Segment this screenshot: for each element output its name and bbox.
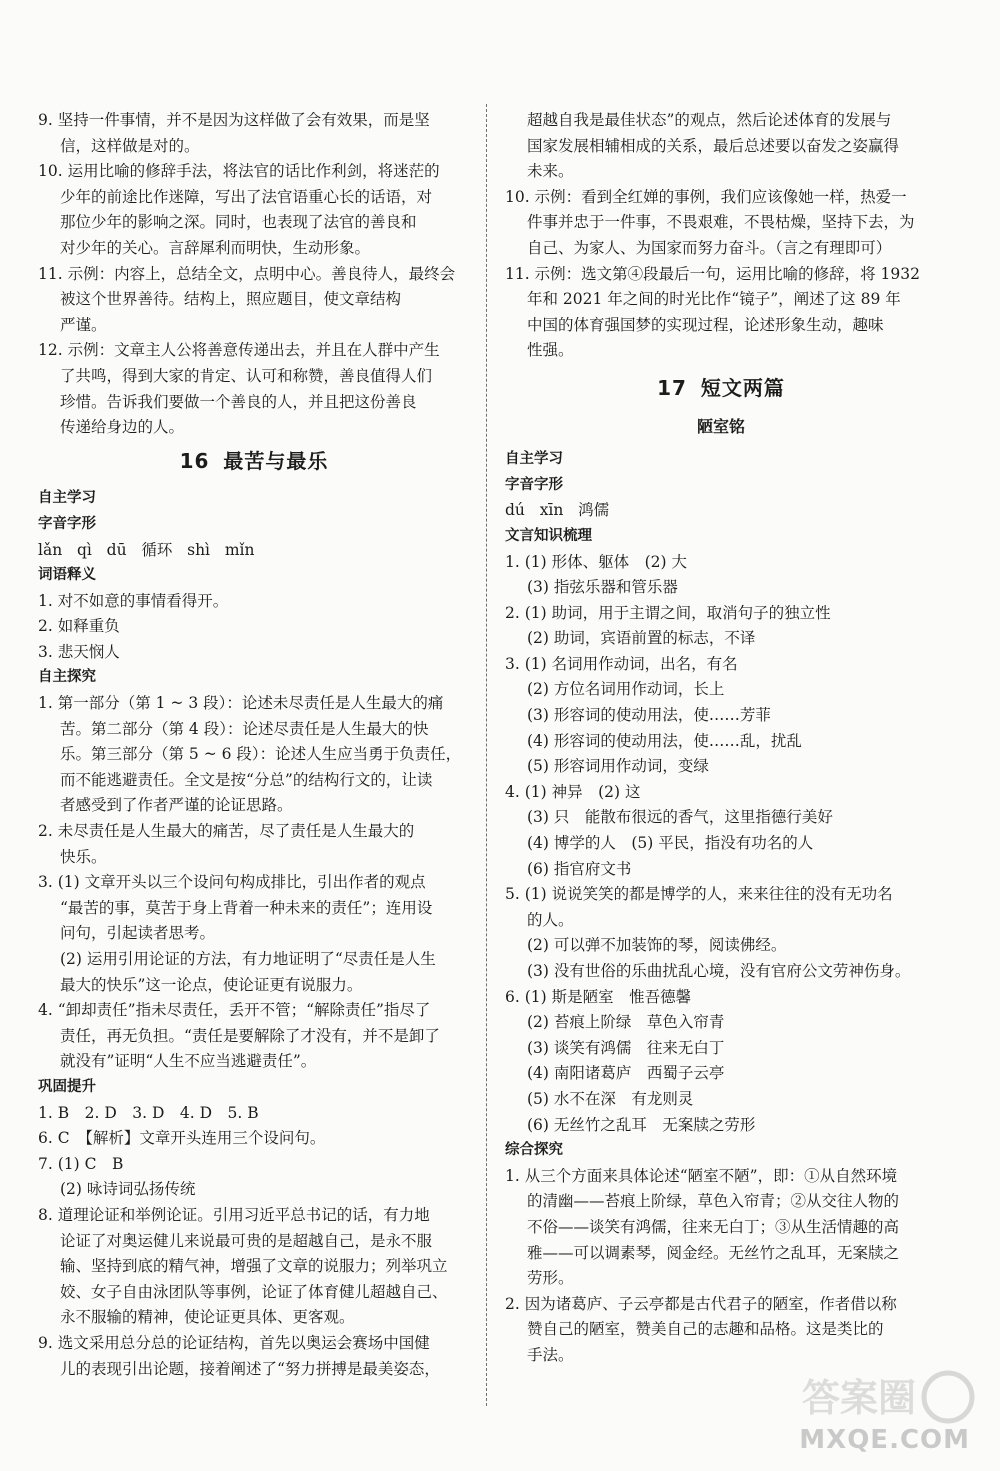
explore-item: (2) 运用引用论证的方法，有力地证明了“尽责任是人生 (60, 950, 436, 968)
word-meaning-item: 1. 对不如意的事情看得开。 (38, 591, 229, 610)
word-meaning-item: 2. 如释重负 (38, 617, 120, 636)
heading-classical-knowledge: 文言知识梳理 (505, 527, 592, 544)
word-meaning-list (38, 589, 470, 666)
comprehensive-1-line: 1. 从三个方面来具体论述“陋室不陋”，即：①从自然环境 (505, 1166, 898, 1185)
classical-6-item: (6) 无丝竹之乱耳 无案牍之劳形 (527, 1115, 756, 1134)
explore-item: 苦。第二部分（第 4 段）：论述尽责任是人生最大的快 (60, 719, 429, 738)
explore-item: 者感受到了作者严谨的论证思路。 (60, 796, 293, 815)
lesson-16-title (38, 449, 470, 475)
lesson-16-number: 16 (179, 448, 210, 473)
answer-11 (505, 262, 937, 364)
classical-5-line: 5. (1) 说说笑笑的都是博学的人，来来往往的没有无功名 (505, 885, 893, 904)
answer-11-line: 年和 2021 年之间的时光比作“镜子”，阐述了这 89 年 (527, 290, 901, 309)
answer-item: 12. 示例：文章主人公将善意传递出去，并且在人群中产生 (38, 341, 440, 360)
answer-11-line: 性强。 (527, 341, 574, 360)
classical-answer-5 (505, 882, 937, 933)
lesson-17-title (505, 376, 937, 402)
explore-item: 快乐。 (60, 847, 107, 866)
answer-item: 信，这样做是对的。 (60, 136, 200, 155)
classical-5-sub: (2) 可以弹不加装饰的琴，阅读佛经。 (527, 936, 787, 955)
answer-9-line: 9. 选文采用总分总的论证结构，首先以奥运会赛场中国健 (38, 1333, 430, 1352)
classical-item: (2) 方位名词用作动词，长上 (527, 680, 725, 699)
lesson-17-number: 17 (657, 375, 687, 400)
explore-item: “最苦的事，莫苦于身上背着一种未来的责任”；连用设 (60, 898, 433, 917)
classical-6-item: (2) 苔痕上阶绿 草色入帘青 (527, 1013, 725, 1032)
comprehensive-1-line: 劳形。 (527, 1269, 574, 1288)
answer-10 (505, 185, 937, 262)
lesson-16-name: 最苦与最乐 (223, 448, 329, 473)
answer-item: 10. 运用比喻的修辞手法，将法官的话比作利剑，将迷茫的 (38, 162, 440, 181)
heading-self-explore: 自主探究 (38, 669, 96, 686)
classical-6-item: (4) 南阳诸葛庐 西蜀子云亭 (527, 1064, 725, 1083)
heading-self-study: 自主学习 (505, 451, 563, 468)
comprehensive-1-line: 的清幽——苔痕上阶绿，草色入帘青；②从交往人物的 (527, 1192, 900, 1211)
answer-list-top (38, 108, 470, 441)
classical-item: (3) 只 能散布很远的香气，这里指德行美好 (527, 808, 833, 827)
answer-10-line: 10. 示例：看到全红婵的事例，我们应该像她一样，热爱一 (505, 187, 907, 206)
classical-5-line: 的人。 (527, 910, 574, 929)
explore-item: 责任，再无负担。“责任是要解除了才没有，并不是卸了 (60, 1026, 440, 1045)
answer-11-line: 中国的体育强国梦的实现过程，论述形象生动，趣味 (527, 315, 884, 334)
pinyin-answers: dú xīn 鸿儒 (505, 501, 610, 520)
explore-item: 乐。第三部分（第 5 ~ 6 段）：论述人生应当勇于负责任， (60, 745, 462, 764)
comprehensive-answer-2 (505, 1292, 937, 1369)
classical-item: (2) 助词，宾语前置的标志，不译 (527, 629, 756, 648)
explore-item: 3. (1) 文章开头以三个设问句构成排比，引出作者的观点 (38, 873, 426, 892)
answer-8-line: 永不服输的精神，使论证更具体、更客观。 (60, 1308, 355, 1327)
heading-pronunciation: 字音字形 (38, 515, 96, 532)
right-column (505, 108, 937, 1369)
heading-self-study: 自主学习 (38, 490, 96, 507)
left-column (38, 108, 470, 1382)
answer-9-cont-line: 国家发展相辅相成的关系，最后总述要以奋发之姿赢得 (527, 136, 900, 155)
answer-item: 被这个世界善待。结构上，照应题目，使文章结构 (60, 290, 402, 309)
answer-item: 了共鸣，得到大家的肯定、认可和称赞，善良值得人们 (60, 366, 433, 385)
answer-10-line: 自己、为家人、为国家而努力奋斗。（言之有理即可） (527, 238, 892, 257)
classical-answer-6 (505, 985, 937, 1139)
answer-6: 6. C 【解析】文章开头连用三个设问句。 (38, 1129, 326, 1148)
comprehensive-1-line: 不俗——谈笑有鸿儒，往来无白丁；③从生活情趣的高 (527, 1217, 900, 1236)
answer-9 (38, 1331, 470, 1382)
answer-item: 少年的前途比作迷障，写出了法官语重心长的话语，对 (60, 187, 433, 206)
column-divider (486, 104, 487, 1406)
explore-item: 4. “卸却责任”指未尽责任，丢开不管；“解除责任”指尽了 (38, 1001, 431, 1020)
explore-item: 最大的快乐”这一论点，使论证更有说服力。 (60, 975, 363, 994)
answer-item: 珍惜。告诉我们要做一个善良的人，并且把这份善良 (60, 392, 417, 411)
explore-list (38, 691, 470, 1075)
classical-item: 2. (1) 助词，用于主谓之间，取消句子的独立性 (505, 603, 831, 622)
answer-8-line: 姣、女子自由泳团队等事例，论证了体育健儿超越自己、 (60, 1282, 448, 1301)
classical-answer-5-sub (505, 933, 937, 984)
classical-item: 1. (1) 形体、躯体 (2) 大 (505, 552, 687, 571)
word-meaning-item: 3. 悲天悯人 (38, 642, 120, 661)
classical-item: 3. (1) 名词用作动词，出名，有名 (505, 654, 738, 673)
heading-word-meaning: 词语释义 (38, 567, 96, 584)
classical-knowledge-list (505, 550, 937, 883)
explore-item: 1. 第一部分（第 1 ~ 3 段）：论述未尽责任是人生最大的痛 (38, 694, 444, 713)
answer-7a: 7. (1) C B (38, 1154, 124, 1173)
watermark-url: MXQE.COM (799, 1425, 970, 1455)
classical-item: (6) 指官府文书 (527, 859, 632, 878)
answer-8-line: 论证了对奥运健儿来说最可贵的是超越自己，是永不服 (60, 1231, 433, 1250)
answer-9-cont-line: 未来。 (527, 162, 574, 181)
explore-item: 2. 未尽责任是人生最大的痛苦，尽了责任是人生最大的 (38, 822, 415, 841)
classical-item: (3) 指弦乐器和管乐器 (527, 578, 678, 597)
pinyin-answers: lǎn qì dū 循环 shì mǐn (38, 540, 255, 559)
classical-item: 4. (1) 神异 (2) 这 (505, 782, 641, 801)
answer-8-line: 输、坚持到底的精气神，增强了文章的说服力；列举巩立 (60, 1257, 448, 1276)
heading-pronunciation: 字音字形 (505, 476, 563, 493)
explore-item: 问句，引起读者思考。 (60, 924, 216, 943)
lesson-17-name: 短文两篇 (700, 375, 785, 400)
classical-item: (4) 博学的人 (5) 平民，指没有功名的人 (527, 834, 814, 853)
answer-11-line: 11. 示例：选文第④段最后一句，运用比喻的修辞，将 1932 (505, 264, 920, 283)
answer-item: 9. 坚持一件事情，并不是因为这样做了会有效果，而是坚 (38, 111, 430, 129)
answer-9-line: 儿的表现引出论题，接着阐述了“努力拼搏是最美姿态， (60, 1359, 440, 1378)
watermark-logo-text: 答案圈 (802, 1376, 917, 1420)
answer-7b: (2) 咏诗词弘扬传统 (60, 1180, 196, 1199)
answer-8-line: 8. 道理论证和举例论证。引用习近平总书记的话，有力地 (38, 1205, 430, 1224)
answer-9-continued (505, 108, 937, 185)
classical-item: (3) 形容词的使动用法，使……芳菲 (527, 706, 771, 725)
heading-consolidate: 巩固提升 (38, 1078, 96, 1095)
explore-item: 就没有”证明“人生不应当逃避责任”。 (60, 1052, 317, 1071)
classical-6-item: (5) 水不在深 有龙则灵 (527, 1089, 694, 1108)
classical-item: (4) 形容词的使动用法，使……乱，扰乱 (527, 731, 802, 750)
heading-comprehensive: 综合探究 (505, 1142, 563, 1159)
answer-item: 11. 示例：内容上，总结全文，点明中心。善良待人，最终会 (38, 264, 456, 283)
comprehensive-1-line: 雅——可以调素琴，阅金经。无丝竹之乱耳，无案牍之 (527, 1243, 900, 1262)
answer-10-line: 件事并忠于一件事，不畏艰难，不畏枯燥，坚持下去，为 (527, 213, 915, 232)
comprehensive-2-line: 2. 因为诸葛庐、子云亭都是古代君子的陋室，作者借以称 (505, 1294, 897, 1313)
answer-item: 那位少年的影响之深。同时，也表现了法官的善良和 (60, 213, 417, 232)
comprehensive-answer-1 (505, 1164, 937, 1292)
classical-5-sub: (3) 没有世俗的乐曲扰乱心境，没有官府公文劳神伤身。 (527, 962, 911, 980)
classical-6-item: (3) 谈笑有鸿儒 往来无白丁 (527, 1038, 725, 1057)
answer-9-cont-line: 超越自我是最佳状态”的观点，然后论述体育的发展与 (527, 111, 892, 129)
choice-answers: 1. B 2. D 3. D 4. D 5. B (38, 1103, 259, 1122)
answer-item: 严谨。 (60, 315, 107, 334)
classical-item: (5) 形容词用作动词，变绿 (527, 757, 709, 776)
comprehensive-2-line: 赞自己的陋室，赞美自己的志趣和品格。这是类比的 (527, 1320, 884, 1339)
classical-6-item: 6. (1) 斯是陋室 惟吾德馨 (505, 987, 692, 1006)
answer-8 (38, 1203, 470, 1331)
answer-item: 对少年的关心。言辞犀利而明快，生动形象。 (60, 238, 371, 257)
explore-item: 而不能逃避责任。全文是按“分总”的结构行文的，让读 (60, 770, 433, 789)
subtitle-loushiming: 陋室铭 (696, 416, 745, 436)
answer-item: 传递给身边的人。 (60, 418, 185, 437)
comprehensive-2-line: 手法。 (527, 1345, 574, 1364)
